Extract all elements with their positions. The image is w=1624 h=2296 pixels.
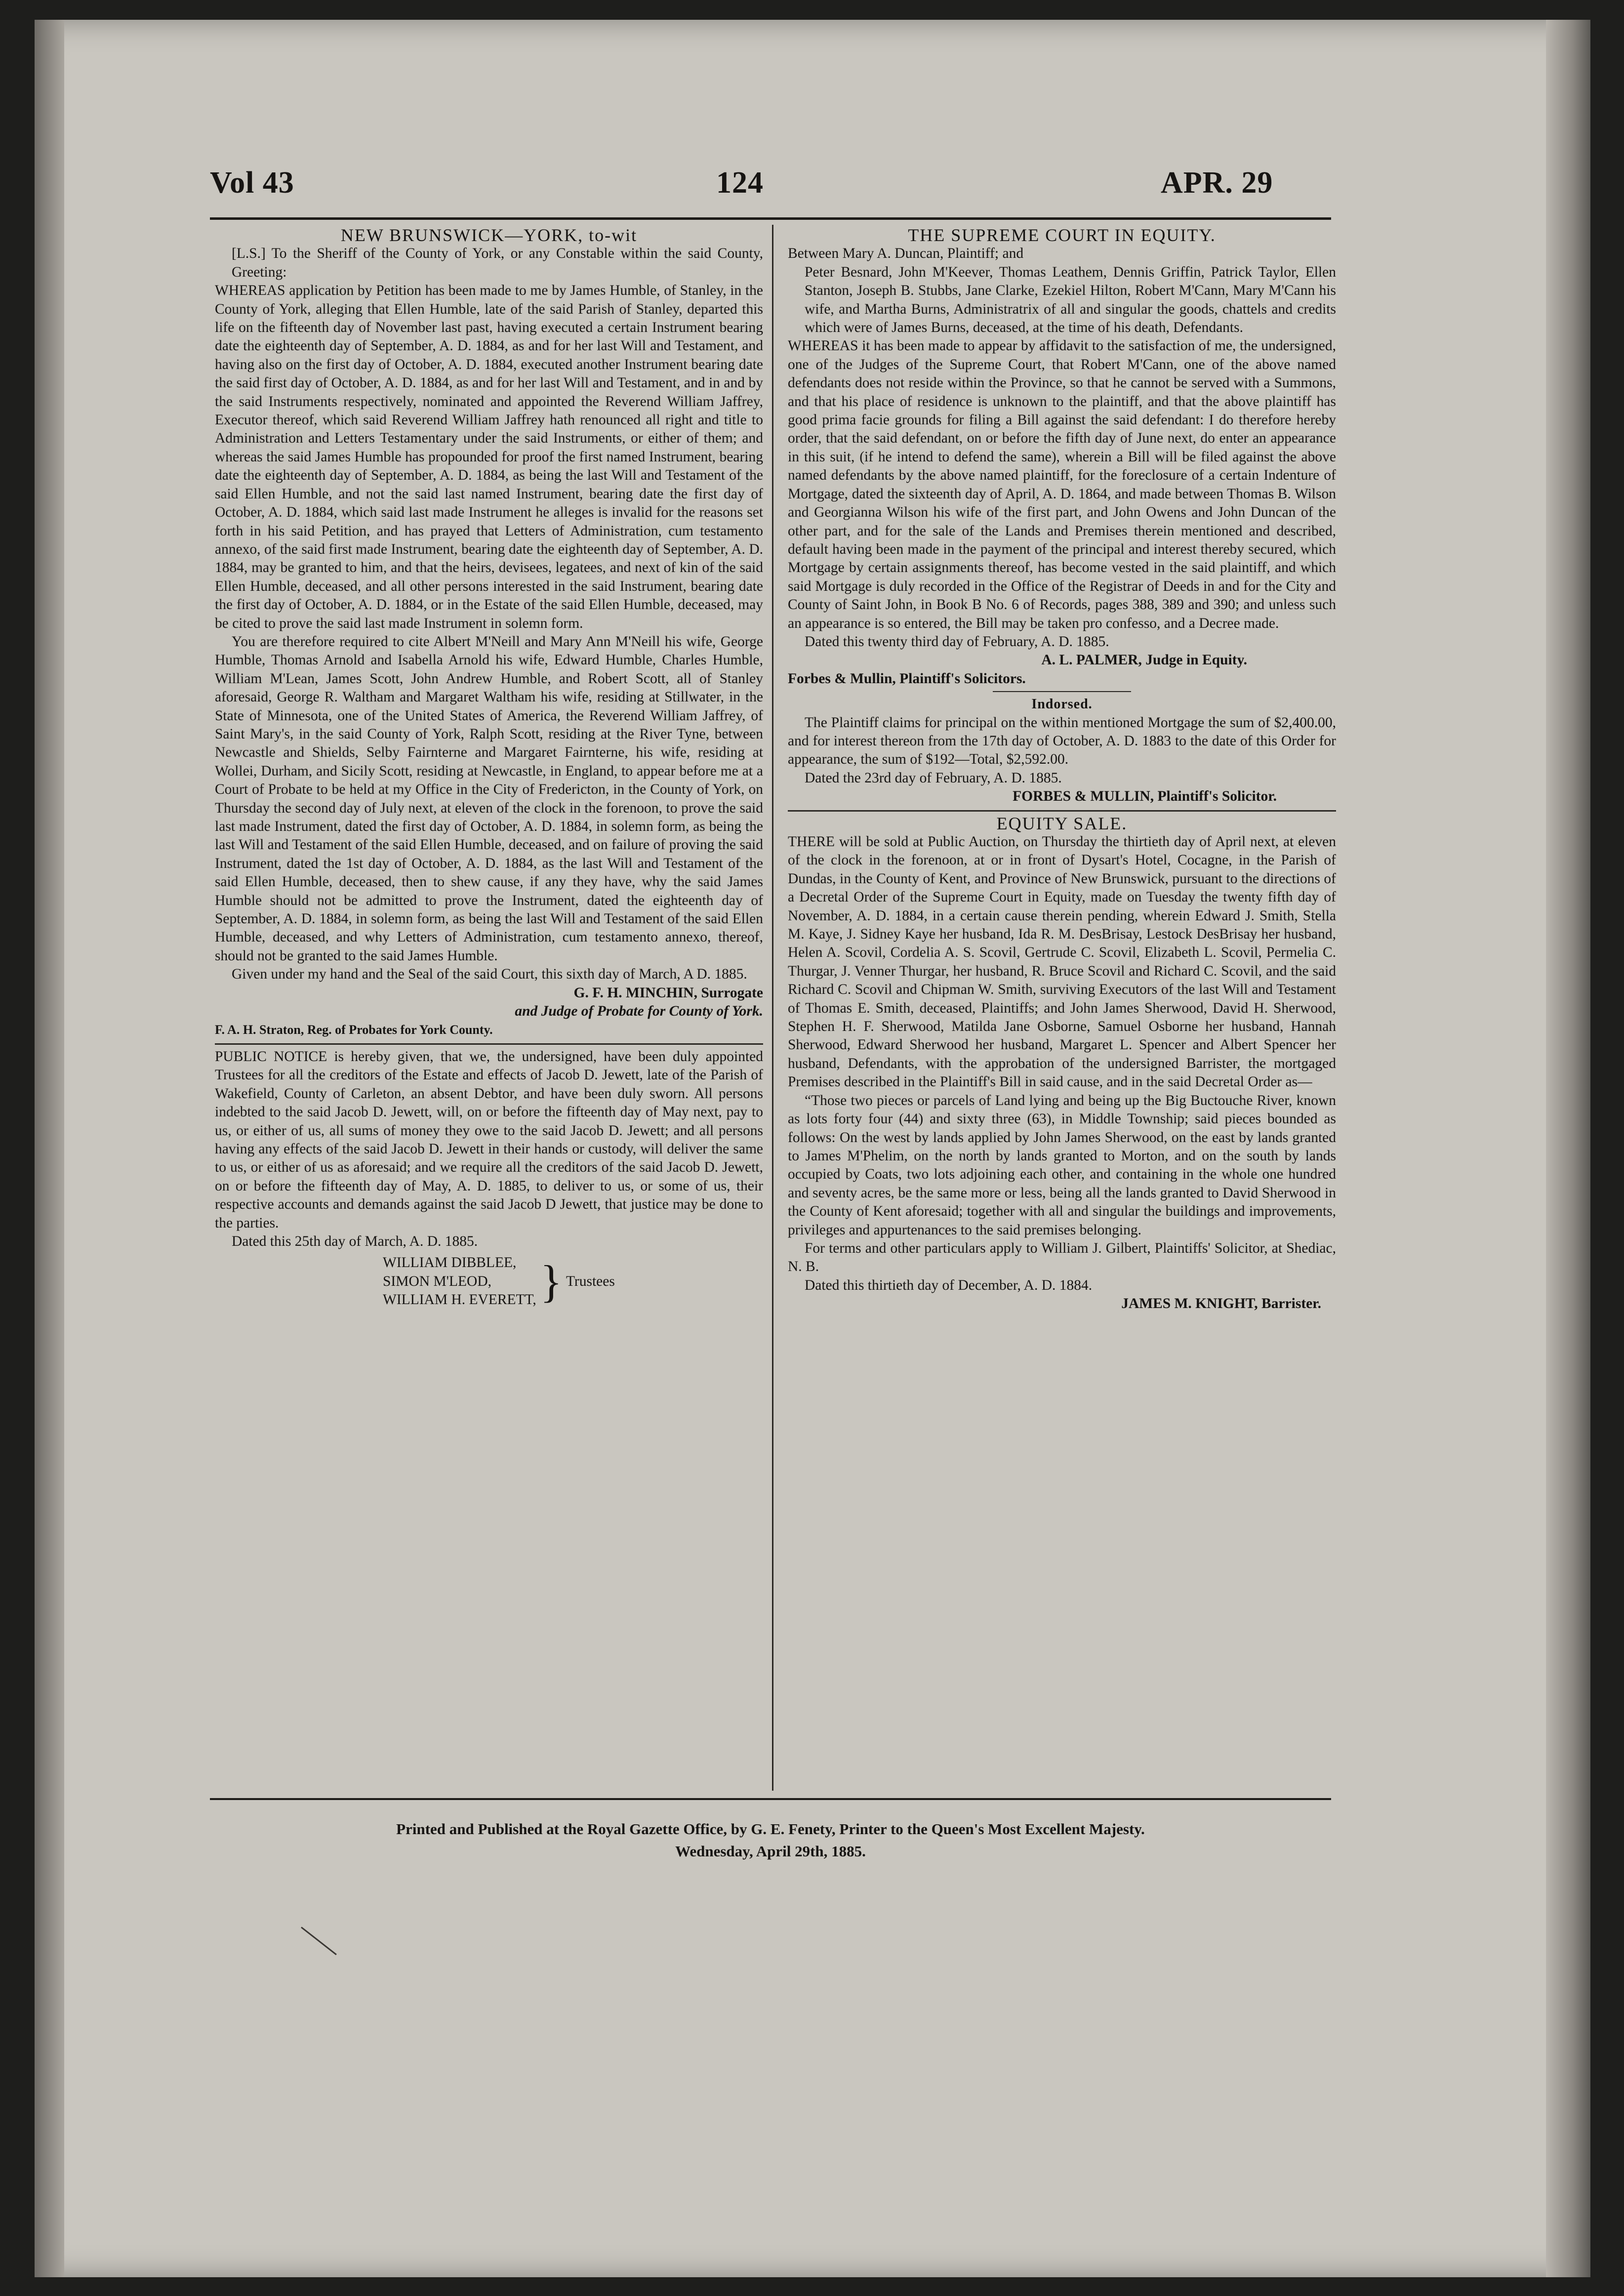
supreme-court-title: THE SUPREME COURT IN EQUITY. (908, 225, 1216, 245)
right-column (788, 226, 1336, 1313)
left-column (215, 226, 763, 1310)
public-notice-body: PUBLIC NOTICE is hereby given, that we, the undersigned, have been duly appointed Trustees for all the creditors of the Estate and effects of Jacob D. Jewett, late of the Parish of Wakefield, County of Carleton, an absent Debtor, and have been duly sworn. All persons indebted to the said Jacob D. Jewett, will, on or before the fifteenth day of May next, pay to us, or either of us, all sums of money they owe to the said Jacob D. Jewett; and all persons having any effects of the said Jacob D. Jewett in their hands or custody, will deliver the same to us, or either of us as aforesaid; and we require all the creditors of the said Jacob D. Jewett, on or before the fifteenth day of May, A. D. 1885, to deliver to us, or some of us, their respective accounts and demands against the said Jacob D Jewett, that justice may be done to the parties. (215, 1048, 763, 1231)
indorsed-body: The Plaintiff claims for principal on the within mentioned Mortgage the sum of $2,400.00, and for interest thereon from the 17th day of October, A. D. 1883 to the date of this Order for appearance, the sum of $192—Total, $2,592.00. (788, 714, 1336, 768)
probate-signature-title: and Judge of Probate for County of York. (515, 1003, 763, 1020)
short-rule (993, 691, 1131, 692)
trustees-block (215, 1254, 763, 1309)
column-rule (772, 225, 773, 1791)
publication-date: Wednesday, April 29th, 1885. (675, 1843, 866, 1860)
printer-imprint: Printed and Published at the Royal Gazette Office, by G. E. Fenety, Printer to the Queen's Most Excellent Majesty. (396, 1820, 1145, 1838)
supreme-court-between: Between Mary A. Duncan, Plaintiff; and (788, 246, 1024, 262)
indorsed-signature: FORBES & MULLIN, Plaintiff's Solicitor. (1013, 788, 1277, 805)
footer-rule (210, 1798, 1331, 1800)
equity-sale-dated: Dated this thirtieth day of December, A. D. 1884. (805, 1277, 1093, 1293)
volume-label: Vol 43 (210, 166, 294, 200)
probate-body-2: You are therefore required to cite Albert M'Neill and Mary Ann M'Neill his wife, George Humble, Thomas Arnold and Isabella Arnold his wife, Edward Humble, Charles Humble, William M'Lean, James Scott, John Andrew Humble, and Robert Scott, all of Stanley aforesaid, George R. Waltham and Margaret Waltham his wife, residing at Stillwater, in the State of Minnesota, one of the United States of America, the Reverend William Jaffrey, of Saint Mary's, in the said County of York, Ralph Scott, residing at the River Tyne, between Newcastle and Shields, Selby Fairnterne and Margaret Fairnterne, his wife, residing at Wollei, Durham, and Sicily Scott, residing at Newcastle, in England, to appear before me at a Court of Probate to be held at my Office in the City of Fredericton, in the County of York, on Thursday the second day of July next, at eleven of the clock in the forenoon, to prove the said last made Instrument, dated the first day of October, A. D. 1884, in solemn form, as being the last Will and Testament of the said Ellen Humble, deceased, and on failure of proving the said Instrument, dated the 1st day of October, A. D. 1884, as the last Will and Testament of the said Ellen Humble, deceased, then to shew cause, if any they have, why the said James Humble should not be admitted to prove the Instrument, dated the eighteenth day of September, A. D. 1884, in solemn form, as being the last Will and Testament of the said Ellen Humble, deceased, and why Letters of Administration, cum testamento annexo, thereof, should not be granted to the said James Humble. (215, 633, 763, 964)
section-rule (215, 1043, 763, 1045)
supreme-court-dated: Dated this twenty third day of February, A. D. 1885. (805, 633, 1109, 650)
probate-body-1: WHEREAS application by Petition has been made to me by James Humble, of Stanley, in the County of York, alleging that Ellen Humble, late of the said Parish of Stanley, departed this life on the fifteenth day of November last past, having executed a certain Instrument bearing date the eighteenth day of September, A. D. 1884, as and for her last Will and Testament, and having also on the first day of October, A. D. 1884, executed another Instrument bearing date the said first day of October, A. D. 1884, as and for her last Will and Testament, and in and by the said Instruments respectively, nominated and appointed the Reverend William Jaffrey, Executor thereof, which said Reverend William Jaffrey hath renounced all right and title to Administration and Letters Testamentary under the said Instruments, or either of them; and whereas the said James Humble has propounded for proof the first named Instrument, bearing date the eighteenth day of September, A. D. 1884, as being the last Will and Testament of the said Ellen Humble, and not the said last named Instrument, bearing date the first day of October, A. D. 1884, which said last made Instrument he alleges is invalid for the reasons set forth in his said Petition, and has prayed that Letters of Administration, cum testamento annexo, of the said first made Instrument, bearing date the eighteenth day of September, A. D. 1884, may be granted to him, and that the heirs, devisees, legatees, and next of kin of the said Ellen Humble, deceased, and all other persons interested in the said Instrument, bearing date the first day of October, A. D. 1884, or in the Estate of the said Ellen Humble, deceased, may be cited to prove the said last made Instrument in solemn form. (215, 283, 763, 631)
supreme-court-defendants: Peter Besnard, John M'Keever, Thomas Leathem, Dennis Griffin, Patrick Taylor, Ellen Stanton, Joseph B. Stubbs, Jane Clarke, Ezekiel Hilton, Robert M'Cann, Mary M'Cann his wife, and Martha Burns, Administratrix of all and singular the goods, chattels and credits which were of James Burns, deceased, at the time of his death, Defendants. (805, 264, 1336, 336)
trustee-name: SIMON M'LEOD, (383, 1273, 492, 1289)
page-number: 124 (716, 166, 764, 200)
probate-title: NEW BRUNSWICK—YORK, to-wit (340, 225, 638, 245)
page-edge-shadow (1546, 20, 1590, 2277)
public-notice-dated: Dated this 25th day of March, A. D. 1885. (232, 1233, 478, 1249)
trustees-label: Trustees (566, 1273, 615, 1289)
supreme-court-body: WHEREAS it has been made to appear by affidavit to the satisfaction of me, the undersigned, one of the Judges of the Supreme Court, that Robert M'Cann, one of the above named defendants does not reside within the Province, so that he cannot be served with a Summons, and that his place of residence is unknown to the plaintiff, and that the above plaintiff has good prima facie grounds for filing a Bill against the said defendant: I do therefore hereby order, that the said defendant, on or before the fifth day of June next, do enter an appearance in this suit, (if he intend to defend the same), wherein a Bill will be filed against the above named defendants by the above named plaintiff, for the foreclosure of a certain Indenture of Mortgage, dated the sixteenth day of April, A. D. 1864, and made between Thomas B. Wilson and Georgianna Wilson his wife of the first part, and John Owens and John Duncan of the other part, and for the sale of the Lands and Premises therein mentioned and described, default having been made in the payment of the principal and interest thereby secured, which Mortgage by certain assignments thereof, has become vested in the said plaintiff, and which said Mortgage is duly recorded in the Office of the Registrar of Deeds in and for the City and County of Saint John, in Book B No. 6 of Records, pages 388, 389 and 390; and unless such an appearance is so entered, the Bill may be taken pro confesso, and a Decree made. (788, 338, 1336, 631)
issue-date: APR. 29 (1161, 166, 1273, 200)
indorsed-dated: Dated the 23rd day of February, A. D. 1885. (805, 770, 1062, 786)
equity-sale-signature: JAMES M. KNIGHT, Barrister. (1121, 1296, 1321, 1312)
equity-sale-quote: “Those two pieces or parcels of Land lying and being up the Big Buctouche River, known as lots forty four (44) and sixty three (63), in Middle Township; said pieces bounded as follows: On the west by lands applied by John James Sherwood, on the east by lands granted to James M'Phelim, on the north by lands granted to Morton, and on the south by lands occupied by Coats, two lots adjoining each other, and containing in the whole one hundred and seventy acres, be the same more or less, being all the lands granted to David Sherwood in the County of Kent aforesaid; together with all and singular the buildings and improvements, privileges and appurtenances to the said premises belonging. (788, 1092, 1336, 1238)
page-binding-shadow (35, 20, 64, 2277)
header-rule (210, 217, 1331, 220)
equity-sale-title: EQUITY SALE. (996, 813, 1128, 833)
trustee-name: WILLIAM H. EVERETT, (383, 1292, 536, 1308)
equity-sale-terms: For terms and other particulars apply to William J. Gilbert, Plaintiffs' Solicitor, at Shediac, N. B. (788, 1240, 1336, 1275)
probate-given: Given under my hand and the Seal of the said Court, this sixth day of March, A D. 1885. (232, 966, 747, 983)
supreme-court-solicitors: Forbes & Mullin, Plaintiff's Solicitors. (788, 670, 1026, 687)
supreme-court-judge: A. L. PALMER, Judge in Equity. (1041, 652, 1247, 668)
probate-signature: G. F. H. MINCHIN, Surrogate (573, 984, 763, 1001)
equity-sale-body: THERE will be sold at Public Auction, on Thursday the thirtieth day of April next, at eleven of the clock in the forenoon, at or in front of Dysart's Hotel, Cocagne, in the Parish of Dundas, in the County of Kent, and Province of New Brunswick, pursuant to the directions of a Decretal Order of the Supreme Court in Equity, made on Tuesday the twenty fifth day of November, A. D. 1884, in a certain cause therein pending, wherein Edward J. Smith, Stella M. Kaye, J. Sidney Kaye her husband, Ida R. M. DesBrisay, Lestock DesBrisay her husband, Helen A. Scovil, Cordelia A. S. Scovil, Gertrude C. Scovil, Elizabeth L. Scovil, Permelia C. Thurgar, J. Venner Thurgar, her husband, R. Bruce Scovil and Richard C. Scovil, and the said Richard C. Scovil and Chipman W. Smith, surviving Executors of the last Will and Testament of Thomas E. Smith, deceased, Plaintiffs; and John James Sherwood, David H. Sherwood, Stephen H. F. Sherwood, Matilda Jane Osborne, Samuel Osborne her husband, Hannah Sherwood, Edward Sherwood her husband, Margaret L. Spencer and Albert Spencer her husband, Defendants, with the approbation of the undersigned Barrister, the mortgaged Premises described in the Plaintiff's Bill in said cause, and in the said Decretal Order as— (788, 834, 1336, 1090)
probate-address: [L.S.] To the Sheriff of the County of York, or any Constable within the said County, Greeting: (232, 246, 763, 280)
section-rule (788, 810, 1336, 812)
brace-icon: } (540, 1256, 562, 1307)
trustee-name: WILLIAM DIBBLEE, (383, 1255, 517, 1271)
indorsed-label: Indorsed. (1031, 697, 1093, 712)
probate-registrar: F. A. H. Straton, Reg. of Probates for York County. (215, 1023, 493, 1037)
trustee-names (383, 1254, 536, 1309)
